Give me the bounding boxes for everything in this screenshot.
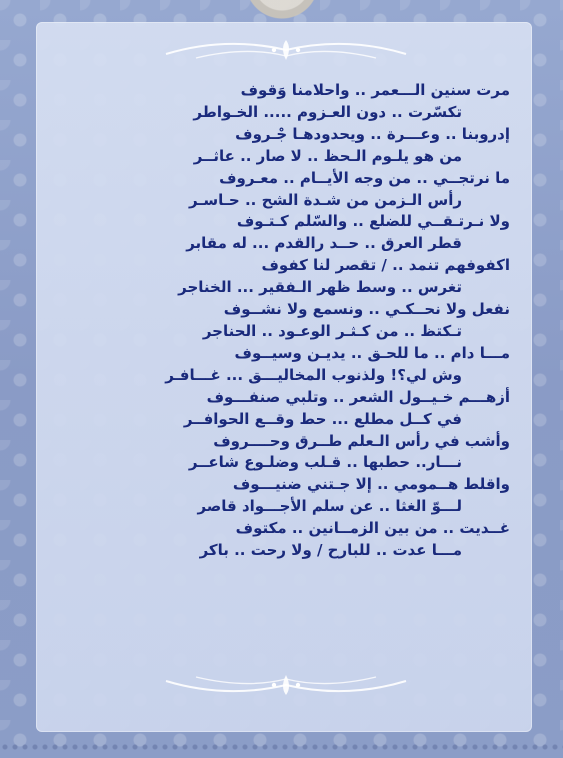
poem-line: مـــا دام .. ما للحـق .. يديـن وسيــوف [234,343,510,362]
poem-line: وش لي؟! ولذنوب المخاليـــق ... غـــافـر [165,365,462,384]
poem-line: مـــا عدت .. للبارح / ولا رحت .. باكر [199,541,462,560]
poem-line: ولا نـرتـقــي للضلع .. والسّلم كـتـوف [236,212,510,231]
poem-text [40,80,510,562]
top-divider-ornament [156,32,416,68]
poem-line: قطر العرق .. حــد رالقدم ... له مقابر [186,234,462,253]
poem-line: مرت سنين الـــعمر .. واحلامنا وَقوف [240,81,510,99]
top-medallion-ornament [240,0,324,22]
poem-line: إدروبنا .. وعـــرة .. ويحدودهـا جْـروف [235,124,510,143]
poem-line: رأس الـزمن من شـدة الشح .. حـاسـر [188,190,462,209]
poem-line: تغرس .. وسط ظهر الـفقير ... الخناجر [178,278,462,297]
poem-line: غــديت .. من بين الزمــانين .. مكتوف [235,519,510,538]
bottom-border-pattern [0,742,563,752]
poem-line: في كــل مطلع ... حط وقــع الحوافــر [183,409,462,428]
poem-line: أزهـــم خـيــول الشعر .. وتلبي صنفـــوف [206,387,510,406]
poem-line: واقلط هــمومي .. إلا جـتني ضنيـــوف [232,475,510,494]
poem-line: تـكتظ .. من كـثـر الوعـود .. الحناجر [202,321,462,340]
poem-panel [36,22,532,732]
poem-line: من هو يلـوم الـحظ .. لا صار .. عاثــر [193,146,462,165]
poem-line: تكسّرت .. دون العـزوم ..... الخـواطر [193,102,462,121]
poem-line: ما نرتجــي .. من وجه الأيــام .. معـروف [219,168,510,187]
poem-line: نـــار.. حطبها .. قـلب وضلـوع شاعــر [188,453,462,472]
poem-line: وأشب في رأس الـعلم طــرق وحــــروف [213,431,510,450]
poem-line: لـــوّ الغثا .. عن سلم الأجـــواد قاصر [197,497,462,516]
bottom-divider-ornament [156,667,416,703]
poem-line: نفعل ولا نحــكـي .. ونسمع ولا نشــوف [223,300,510,319]
poem-line: اكفوفهم تنمد .. / تقصر لنا كفوف [261,256,510,275]
